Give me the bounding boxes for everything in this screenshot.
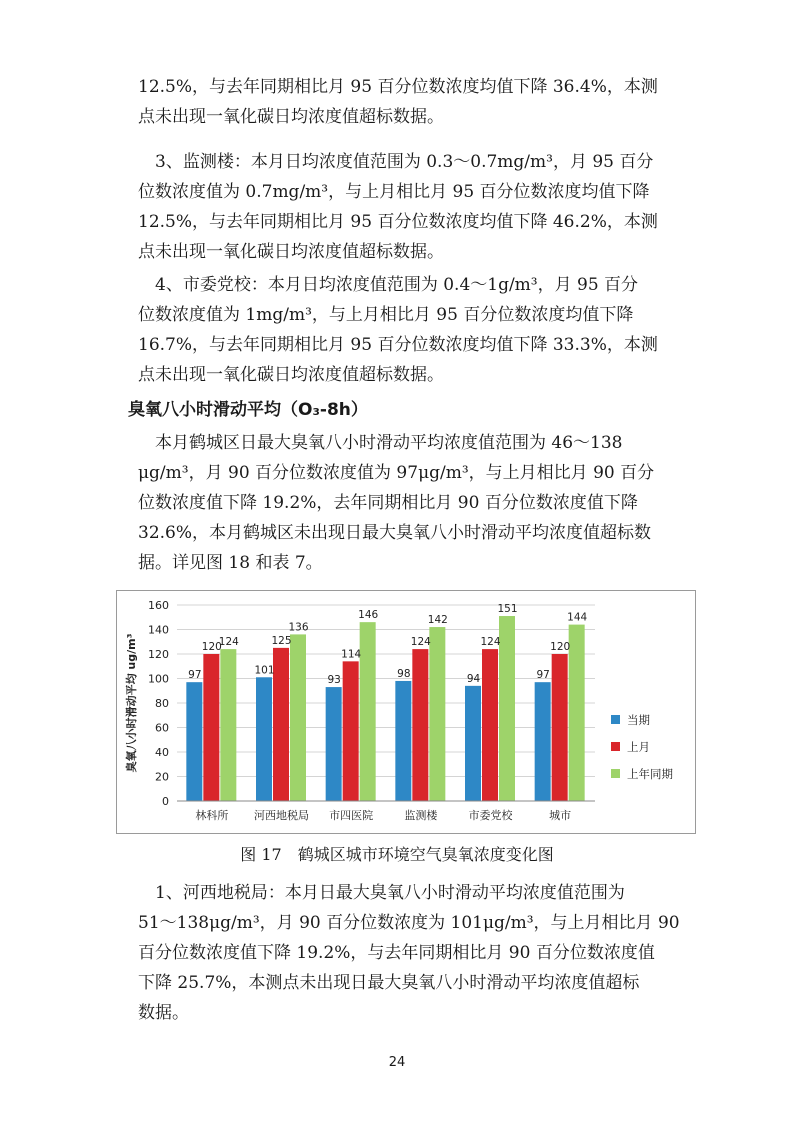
data-label: 97 <box>188 669 202 682</box>
data-label: 93 <box>327 674 341 687</box>
bar-上年同期-城市 <box>569 625 585 801</box>
y-tick-label: 0 <box>162 795 169 808</box>
bar-上月-林科所 <box>203 654 219 801</box>
data-label: 94 <box>466 672 481 685</box>
y-tick-label: 140 <box>148 623 169 637</box>
data-label: 120 <box>550 641 571 653</box>
data-label: 97 <box>536 669 550 682</box>
paragraph-ozone-summary <box>138 428 686 578</box>
data-label: 125 <box>271 634 292 647</box>
bar-上月-河西地税局 <box>273 648 289 801</box>
bar-当期-河西地税局 <box>256 677 272 801</box>
text-line: 4、市委党校：本月日均浓度值范围为 0.4～1g/m³，月 95 百分 <box>138 275 639 295</box>
text-line: 百分位数浓度值下降 19.2%，与去年同期相比月 90 百分位数浓度值 <box>138 943 655 963</box>
data-label: 136 <box>288 621 309 634</box>
bar-上年同期-监测楼 <box>429 627 445 801</box>
data-label: 120 <box>201 641 222 653</box>
section-heading-ozone: 臭氧八小时滑动平均（O₃-8h） <box>128 400 368 420</box>
legend-swatch <box>611 769 620 778</box>
data-label: 98 <box>397 667 411 680</box>
y-tick-label: 100 <box>148 672 169 686</box>
x-tick-label: 城市 <box>549 809 572 822</box>
bar-上年同期-市委党校 <box>499 616 515 801</box>
chart-gridlines <box>177 605 595 801</box>
y-tick-label: 60 <box>155 721 169 735</box>
legend-swatch <box>611 715 620 724</box>
bar-上年同期-河西地税局 <box>290 634 306 801</box>
bar-当期-市委党校 <box>465 686 481 801</box>
text-line: 16.7%，与去年同期相比月 95 百分位数浓度均值下降 33.3%，本测 <box>138 335 658 355</box>
y-axis-label: 臭氧八小时滑动平均 ug/m³ <box>125 633 138 773</box>
bar-上月-监测楼 <box>412 649 428 801</box>
x-tick-label: 河西地税局 <box>254 809 309 822</box>
chart-legend <box>611 713 673 781</box>
text-line: 点未出现一氧化碳日均浓度值超标数据。 <box>138 365 444 385</box>
bar-上月-市委党校 <box>482 649 498 801</box>
data-label: 144 <box>567 611 588 624</box>
data-label: 146 <box>358 609 379 622</box>
text-line: 12.5%，与去年同期相比月 95 百分位数浓度均值下降 46.2%，本测 <box>138 212 658 232</box>
data-label: 151 <box>497 603 518 616</box>
y-tick-label: 160 <box>148 599 169 612</box>
text-line: μg/m³，月 90 百分位数浓度值为 97μg/m³，与上月相比月 90 百分 <box>138 463 655 483</box>
text-line: 位数浓度值为 0.7mg/m³，与上月相比月 95 百分位数浓度均值下降 <box>138 182 650 202</box>
text-line: 12.5%，与去年同期相比月 95 百分位数浓度均值下降 36.4%，本测 <box>138 77 658 97</box>
text-line: 位数浓度值下降 19.2%，去年同期相比月 90 百分位数浓度值下降 <box>138 493 638 513</box>
y-tick-label: 80 <box>155 697 169 710</box>
figure-caption: 图 17 鹤城区城市环境空气臭氧浓度变化图 <box>240 845 554 864</box>
text-line: 位数浓度值为 1mg/m³，与上月相比月 95 百分位数浓度均值下降 <box>138 305 634 325</box>
legend-swatch <box>611 742 620 751</box>
x-tick-label: 市四医院 <box>329 809 374 822</box>
bar-上月-市四医院 <box>343 661 359 801</box>
chart-data-labels <box>188 603 587 686</box>
x-tick-label: 市委党校 <box>468 809 513 822</box>
text-line: 下降 25.7%，本测点未出现日最大臭氧八小时滑动平均浓度值超标 <box>138 973 640 993</box>
paragraph-co-summary <box>138 72 686 132</box>
text-line: 1、河西地税局：本月日最大臭氧八小时滑动平均浓度值范围为 <box>138 883 625 903</box>
text-line: 据。详见图 18 和表 7。 <box>138 553 323 573</box>
data-label: 142 <box>427 614 448 627</box>
data-label: 124 <box>410 636 431 649</box>
data-label: 124 <box>480 636 501 649</box>
paragraph-hexi-tax-bureau <box>138 878 686 1028</box>
bar-上年同期-市四医院 <box>360 622 376 801</box>
x-tick-label: 监测楼 <box>404 809 438 822</box>
bar-上年同期-林科所 <box>220 649 236 801</box>
bar-上月-城市 <box>552 654 568 801</box>
data-label: 101 <box>254 664 275 677</box>
chart-bars <box>186 616 584 801</box>
chart-canvas <box>117 591 695 833</box>
text-line: 点未出现一氧化碳日均浓度值超标数据。 <box>138 107 444 127</box>
text-line: 本月鹤城区日最大臭氧八小时滑动平均浓度值范围为 46～138 <box>138 433 623 453</box>
y-tick-label: 40 <box>155 746 169 759</box>
y-tick-label: 120 <box>148 648 169 661</box>
text-line: 数据。 <box>138 1003 189 1023</box>
text-line: 32.6%，本月鹤城区未出现日最大臭氧八小时滑动平均浓度值超标数 <box>138 523 652 543</box>
paragraph-party-school <box>138 270 686 390</box>
legend-label: 上年同期 <box>627 767 673 781</box>
bar-当期-林科所 <box>186 682 202 801</box>
text-line: 3、监测楼：本月日均浓度值范围为 0.3～0.7mg/m³，月 95 百分 <box>138 152 654 172</box>
bar-当期-市四医院 <box>326 687 342 801</box>
data-label: 114 <box>341 648 362 661</box>
text-line: 51～138μg/m³，月 90 百分位数浓度为 101μg/m³，与上月相比月 90 <box>138 913 680 933</box>
bar-当期-城市 <box>535 682 551 801</box>
page-number: 24 <box>388 1055 406 1070</box>
y-tick-label: 20 <box>155 770 169 784</box>
text-line: 点未出现一氧化碳日均浓度值超标数据。 <box>138 242 444 262</box>
legend-label: 上月 <box>627 740 650 754</box>
data-label: 124 <box>218 636 239 649</box>
bar-当期-监测楼 <box>395 681 411 801</box>
x-tick-label: 林科所 <box>195 809 229 822</box>
legend-label: 当期 <box>627 713 650 727</box>
ozone-bar-chart <box>116 590 696 834</box>
paragraph-monitoring-building <box>138 147 686 267</box>
